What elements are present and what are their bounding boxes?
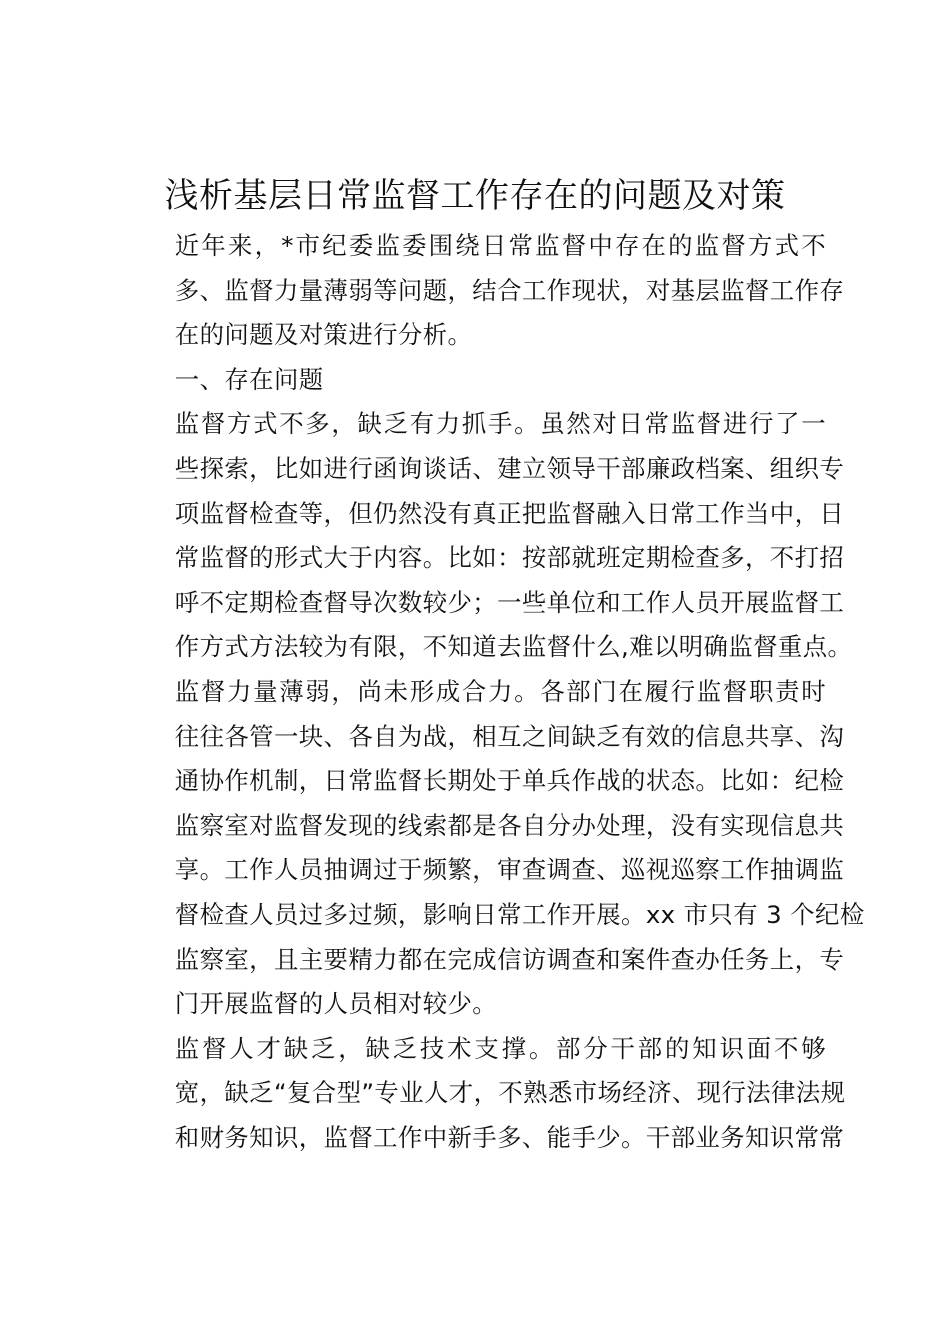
text-line: 监察室，且主要精力都在完成信访调查和案件查办任务上，专 <box>174 944 845 974</box>
document-body <box>126 224 865 1160</box>
text-line: 宽，缺乏“复合型”专业人才，不熟悉市场经济、现行法律法规 <box>174 1078 846 1108</box>
text-line: 监督人才缺乏，缺乏技术支撑。部分干部的知识面不够 <box>174 1033 826 1063</box>
text-line: 督检查人员过多过频，影响日常工作开展。xx 市只有 3 个纪检 <box>174 899 865 929</box>
text-line: 监察室对监督发现的线索都是各自分办处理，没有实现信息共 <box>174 810 845 840</box>
text-line: 往往各管一块、各自为战，相互之间缺乏有效的信息共享、沟 <box>174 721 845 751</box>
text-line: 享。工作人员抽调过于频繁，审查调查、巡视巡察工作抽调监 <box>174 855 845 885</box>
text-line: 多、监督力量薄弱等问题，结合工作现状，对基层监督工作存 <box>174 275 845 305</box>
paragraph-supervision-strength <box>126 670 865 1027</box>
text-line: 门开展监督的人员相对较少。 <box>174 989 498 1019</box>
text-line: 呼不定期检查督导次数较少；一些单位和工作人员开展监督工 <box>174 587 845 617</box>
text-line: 些探索，比如进行函询谈话、建立领导干部廉政档案、组织专 <box>174 453 845 483</box>
document-title: 浅析基层日常监督工作存在的问题及对策 <box>164 176 786 216</box>
text-line: 常监督的形式大于内容。比如：按部就班定期检查多，不打招 <box>174 543 845 573</box>
text-line: 监督力量薄弱，尚未形成合力。各部门在履行监督职责时 <box>174 676 826 706</box>
text-line: 近年来，*市纪委监委围绕日常监督中存在的监督方式不 <box>174 231 826 260</box>
paragraph-intro <box>126 224 845 358</box>
text-line: 和财务知识，监督工作中新手多、能手少。干部业务知识常常 <box>174 1122 845 1152</box>
text-line: 作方式方法较为有限，不知道去监督什么,难以明确监督重点。 <box>174 632 853 662</box>
text-line: 通协作机制，日常监督长期处于单兵作战的状态。比如：纪检 <box>174 766 845 796</box>
text-line: 一、存在问题 <box>174 364 324 394</box>
text-line: 项监督检查等，但仍然没有真正把监督融入日常工作当中，日 <box>174 498 845 528</box>
section-heading <box>126 358 826 403</box>
text-line: 监督方式不多，缺乏有力抓手。虽然对日常监督进行了一 <box>174 409 826 439</box>
paragraph-supervision-methods <box>126 402 853 670</box>
paragraph-supervision-talent <box>126 1027 846 1161</box>
text-line: 在的问题及对策进行分析。 <box>174 320 473 350</box>
